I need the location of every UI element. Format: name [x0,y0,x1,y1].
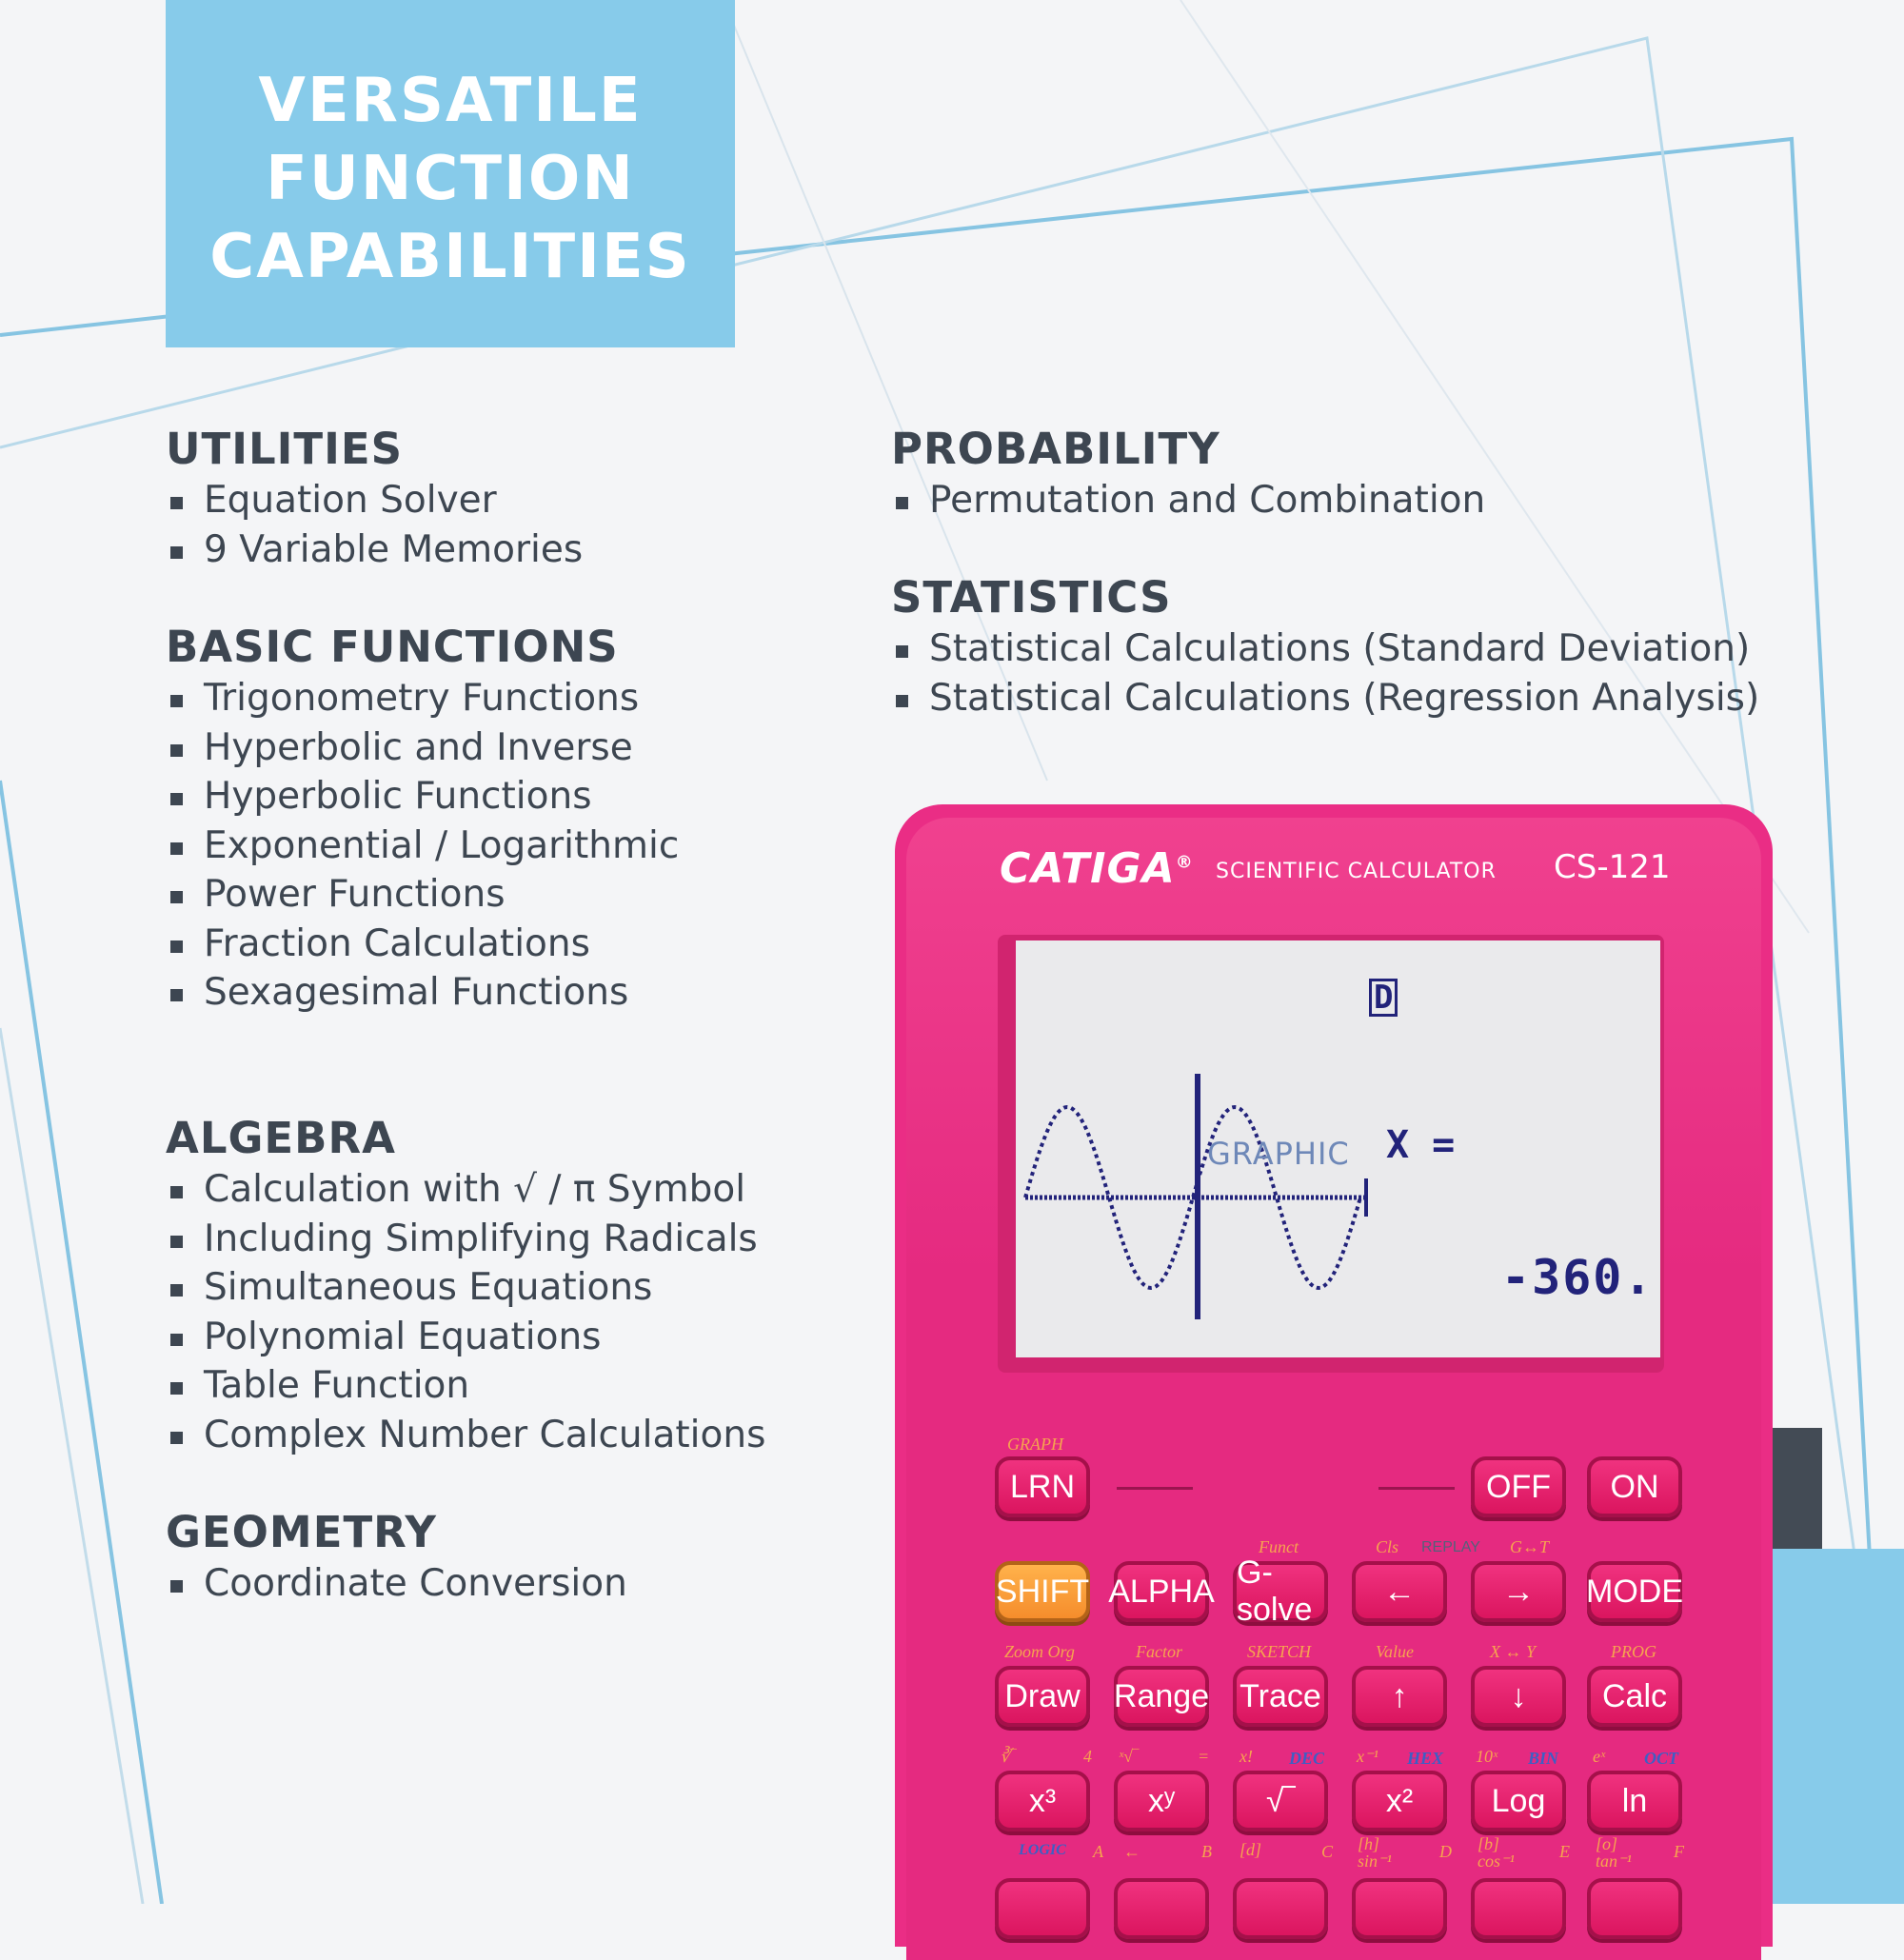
label-equals: = [1198,1747,1210,1766]
label-cbrt: ∛‾ [1000,1747,1017,1766]
headline-line-2: FUNCTION [266,143,635,214]
key-log[interactable]: Log [1471,1771,1566,1831]
list-item: Hyperbolic and Inverse [166,723,679,773]
label-factor: Factor [1136,1642,1182,1661]
label-e: E [1559,1842,1570,1861]
headline-banner [166,0,735,347]
list-item: Statistical Calculations (Standard Deviation) [891,624,1759,674]
label-4: 4 [1083,1747,1092,1766]
list-item: Table Function [166,1361,765,1411]
label-dec: DEC [1289,1749,1325,1768]
graphic-label: GRAPHIC [1207,1136,1350,1172]
key-on[interactable]: ON [1587,1456,1682,1517]
key-range[interactable]: Range [1114,1666,1209,1727]
key-row5-3[interactable] [1233,1878,1328,1939]
label-b: B [1201,1842,1212,1861]
label-graph: GRAPH [1007,1435,1063,1454]
label-xroot: ˣ√‾ [1119,1747,1139,1766]
label-o-bracket: [o] [1596,1834,1618,1853]
label-d-bracket: [d] [1240,1840,1262,1859]
label-oct: OCT [1644,1749,1678,1768]
lcd-x-label: X = [1386,1123,1456,1167]
key-shift[interactable]: SHIFT [995,1561,1090,1622]
key-lrn[interactable]: LRN [995,1456,1090,1517]
graphic-line-left [1117,1487,1193,1490]
section-title: PROBABILITY [891,424,1220,474]
key-trace[interactable]: Trace [1233,1666,1328,1727]
list-item: Exponential / Logarithmic [166,822,679,871]
label-c: C [1321,1842,1334,1861]
label-ex: eˣ [1593,1747,1606,1766]
list-item: Complex Number Calculations [166,1411,765,1460]
key-row5-6[interactable] [1587,1878,1682,1939]
lcd-value: -360. [1501,1250,1655,1305]
list-item: Trigonometry Functions [166,674,679,723]
key-alpha[interactable]: ALPHA [1114,1561,1209,1622]
key-draw[interactable]: Draw [995,1666,1090,1727]
list-item: Sexagesimal Functions [166,968,679,1018]
section-geometry [166,1506,627,1609]
section-title: ALGEBRA [166,1113,396,1163]
label-h-bracket: [h] [1358,1834,1380,1853]
list-item: Equation Solver [166,476,583,525]
label-g-t: G↔T [1510,1537,1550,1556]
list-item: Including Simplifying Radicals [166,1215,765,1264]
list-item: Power Functions [166,870,679,920]
key-calc[interactable]: Calc [1587,1666,1682,1727]
list-item: Permutation and Combination [891,476,1485,525]
label-10x: 10ˣ [1476,1747,1498,1766]
section-title: BASIC FUNCTIONS [166,622,619,672]
key-x-squared[interactable]: x² [1352,1771,1447,1831]
label-funct: Funct [1259,1537,1299,1556]
label-x-y: X ↔ Y [1490,1642,1537,1661]
list-item: Simultaneous Equations [166,1263,765,1313]
label-d: D [1439,1842,1452,1861]
label-xinv: x⁻¹ [1357,1747,1378,1766]
key-row5-4[interactable] [1352,1878,1447,1939]
label-sin-inv: sin⁻¹ [1358,1851,1392,1871]
key-down-arrow[interactable]: ↓ [1471,1666,1566,1727]
list-item: Coordinate Conversion [166,1559,627,1609]
key-row5-5[interactable] [1471,1878,1566,1939]
label-bin: BIN [1528,1749,1559,1768]
decorative-block-blue [1771,1549,1904,1904]
label-prog: PROG [1611,1642,1656,1661]
graphic-line-right [1378,1487,1455,1490]
label-replay: REPLAY [1421,1539,1480,1555]
key-up-arrow[interactable]: ↑ [1352,1666,1447,1727]
label-arrow: ← [1123,1842,1140,1861]
key-ln[interactable]: ln [1587,1771,1682,1831]
section-algebra [166,1112,765,1459]
label-zoom-org: Zoom Org [1004,1642,1075,1661]
label-sketch: SKETCH [1247,1642,1312,1661]
calculator-model: CS-121 [1554,848,1671,886]
key-sqrt[interactable]: √‾ [1233,1771,1328,1831]
list-item: Polynomial Equations [166,1313,765,1362]
label-cos-inv: cos⁻¹ [1478,1851,1515,1871]
key-mode[interactable]: MODE [1587,1561,1682,1622]
calculator-brand: CATIGA® [1000,844,1194,893]
label-value: Value [1376,1642,1414,1661]
label-b-bracket: [b] [1478,1834,1500,1853]
lcd-degree-indicator: D [1369,979,1398,1017]
calculator-subtitle: SCIENTIFIC CALCULATOR [1216,860,1497,883]
label-hex: HEX [1407,1749,1444,1768]
section-basic-functions [166,621,679,1018]
list-item: Fraction Calculations [166,920,679,969]
list-item: Calculation with √ / π Symbol [166,1165,765,1215]
section-title: UTILITIES [166,424,403,474]
label-factorial: x! [1240,1747,1253,1766]
section-title: GEOMETRY [166,1507,437,1557]
section-utilities [166,423,583,574]
section-title: STATISTICS [891,572,1172,623]
list-item: Hyperbolic Functions [166,772,679,822]
key-x-cubed[interactable]: x³ [995,1771,1090,1831]
headline-line-3: CAPABILITIES [209,221,691,292]
label-cls: Cls [1376,1537,1399,1556]
label-logic: LOGIC [1019,1842,1066,1858]
label-tan-inv: tan⁻¹ [1596,1851,1632,1871]
key-off[interactable]: OFF [1471,1456,1566,1517]
label-f: F [1674,1842,1684,1861]
list-item: 9 Variable Memories [166,525,583,575]
label-a: A [1093,1842,1103,1861]
headline-line-1: VERSATILE [258,65,643,136]
key-row5-1[interactable] [995,1878,1090,1939]
key-g-solve[interactable]: G-solve [1233,1561,1328,1622]
key-right-arrow[interactable]: → [1471,1561,1566,1622]
list-item: Statistical Calculations (Regression Analysis) [891,674,1759,723]
section-probability [891,423,1485,525]
calculator-image [895,804,1773,1904]
section-statistics [891,571,1759,723]
key-x-power-y[interactable]: xʸ [1114,1771,1209,1831]
key-left-arrow[interactable]: ← [1352,1561,1447,1622]
key-row5-2[interactable] [1114,1878,1209,1939]
